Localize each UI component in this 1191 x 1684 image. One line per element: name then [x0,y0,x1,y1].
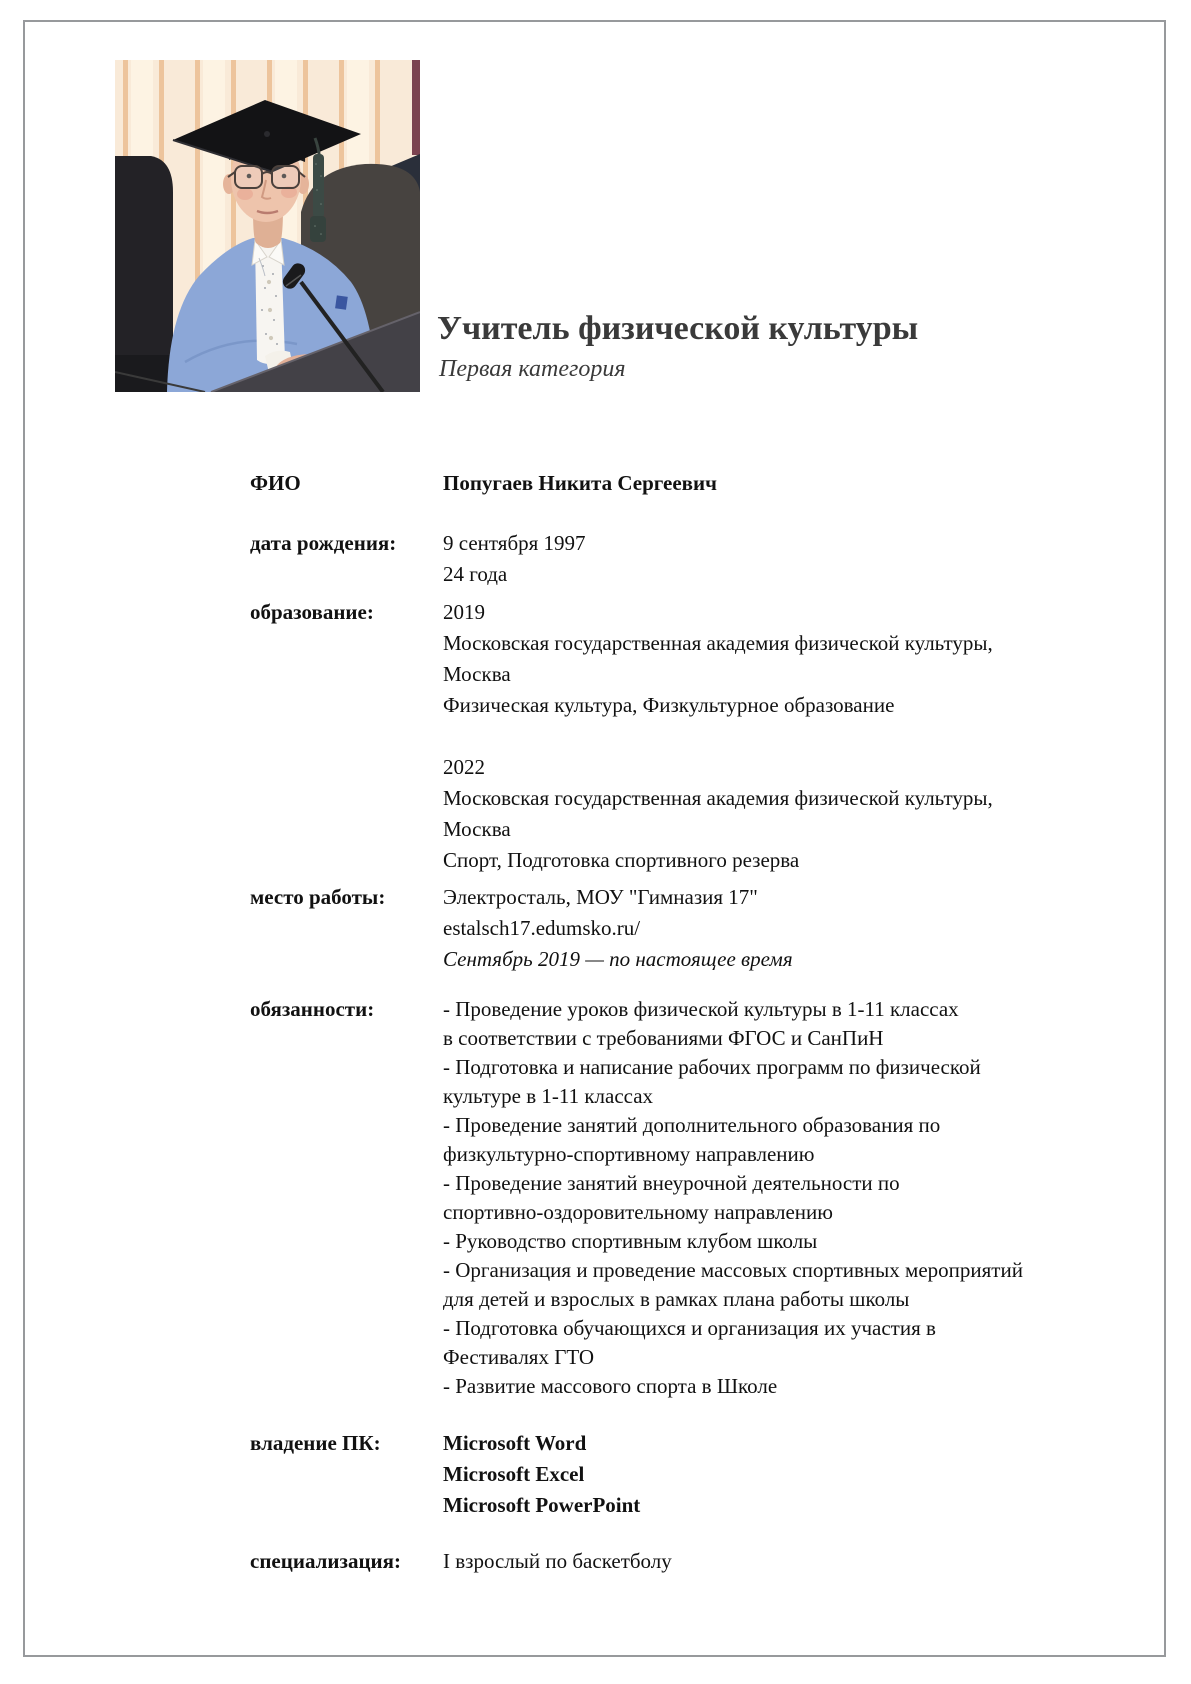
field-value-specialization [443,1546,1083,1577]
education-line: 2019 [443,600,485,624]
duty-line: - Проведение занятий дополнительного образования по [443,1113,941,1137]
age: 24 года [443,562,508,586]
field-value-education [443,597,1083,876]
duty-line: - Проведение занятий внеурочной деятельности по [443,1171,900,1195]
wall-strip [412,60,420,155]
pc-skill: Microsoft PowerPoint [443,1493,641,1517]
education-line: Москва [443,817,511,841]
pc-skill: Microsoft Excel [443,1462,585,1486]
education-line: Московская государственная академия физической культуры, [443,631,993,655]
full-name: Попугаев Никита Сергеевич [443,471,717,495]
field-label-fio: ФИО [250,471,301,495]
workplace-url: estalsch17.edumsko.ru/ [443,916,641,940]
workplace-name: Электросталь, МОУ "Гимназия 17" [443,885,758,909]
education-line: Физическая культура, Физкультурное образование [443,693,895,717]
field-row-workplace [250,882,1083,975]
duty-line: для детей и взрослых в рамках плана работы школы [443,1287,910,1311]
portrait-illustration [115,60,420,392]
duty-line: в соответствии с требованиями ФГОС и СанПиН [443,1026,884,1050]
field-value-pc-skills [443,1428,1083,1521]
field-label-workplace: место работы: [250,885,386,909]
duty-line: - Руководство спортивным клубом школы [443,1229,818,1253]
page-title: Учитель физической культуры [437,310,919,347]
education-line: 2022 [443,755,485,779]
duty-line: спортивно-оздоровительному направлению [443,1200,833,1224]
pc-skill: Microsoft Word [443,1431,587,1455]
field-label-pc-skills: владение ПК: [250,1431,381,1455]
blank-line [443,721,1083,752]
field-label-birth-date: дата рождения: [250,531,397,555]
portrait-photo [115,60,420,392]
field-row-fio [250,468,1083,499]
field-row-education [250,597,1083,876]
duty-line: - Подготовка обучающихся и организация их участия в [443,1316,936,1340]
duty-line: культуре в 1-11 классах [443,1084,654,1108]
duty-line: - Проведение уроков физической культуры в 1-11 классах [443,997,959,1021]
education-line: Спорт, Подготовка спортивного резерва [443,848,800,872]
field-value-birth-date [443,528,1083,590]
field-row-pc-skills [250,1428,1083,1521]
duty-line: физкультурно-спортивному направлению [443,1142,815,1166]
field-label-specialization: специализация: [250,1549,401,1573]
education-line: Московская государственная академия физической культуры, [443,786,993,810]
field-value-duties [443,995,1083,1401]
duty-line: - Подготовка и написание рабочих программ по физической [443,1055,981,1079]
birth-date: 9 сентября 1997 [443,531,586,555]
duty-line: Фестивалях ГТО [443,1345,595,1369]
field-label-duties: обязанности: [250,997,375,1021]
field-row-duties [250,995,1083,1401]
duty-line: - Организация и проведение массовых спортивных мероприятий [443,1258,1023,1282]
field-label-education: образование: [250,600,374,624]
education-line: Москва [443,662,511,686]
page-subtitle: Первая категория [439,356,626,382]
specialization: I взрослый по баскетболу [443,1549,672,1573]
field-row-birth-date [250,528,1083,590]
field-row-specialization [250,1546,1083,1577]
field-value-fio [443,468,1083,499]
field-value-workplace [443,882,1083,975]
workplace-period: Сентябрь 2019 — по настоящее время [443,947,793,971]
duty-line: - Развитие массового спорта в Школе [443,1374,778,1398]
